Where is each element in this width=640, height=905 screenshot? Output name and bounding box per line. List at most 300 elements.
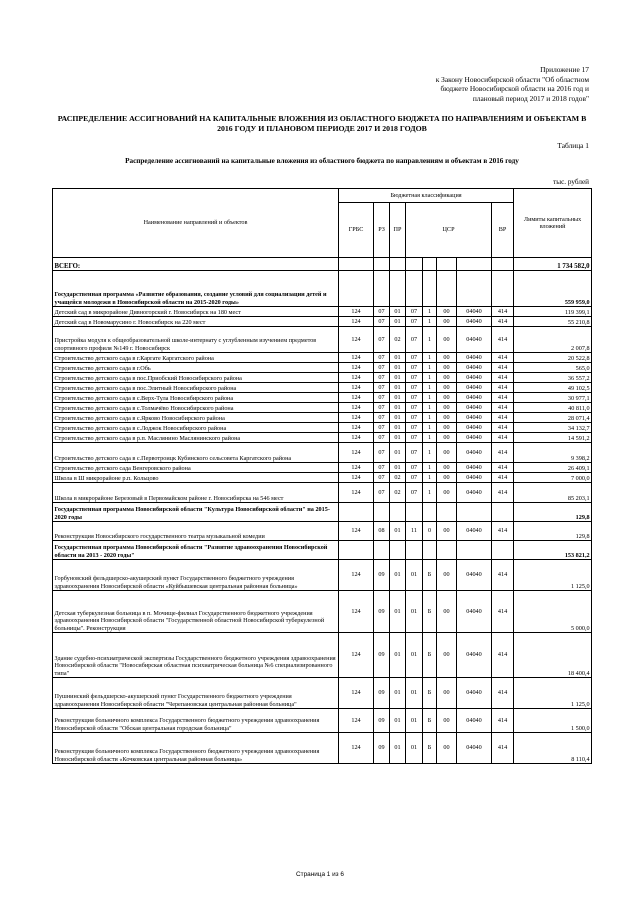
row-name: Здание судебно-психиатрической экспертизы Государственного бюджетного учреждения здравоохранения Новосибирской области "Новосибирская областная психиатрическая больница №6 специализированного типа" (53, 633, 339, 678)
code-vr: 414 (492, 473, 514, 483)
code-c2: 1 (423, 353, 437, 363)
row-amount: 30 977,1 (514, 393, 592, 403)
table-row (53, 483, 592, 503)
code-c4: 04040 (457, 373, 492, 383)
row-name: Школа в Ш микрорайоне р.п. Кольцово (53, 473, 339, 483)
code-c1: 01 (406, 678, 423, 709)
row-amount: 2 007,8 (514, 327, 592, 353)
header-csr: ЦСР (406, 203, 492, 258)
code-rz (374, 258, 390, 271)
code-c4: 04040 (457, 522, 492, 541)
code-c1: 01 (406, 733, 423, 764)
row-amount: 565,0 (514, 363, 592, 373)
code-rz: 07 (374, 327, 390, 353)
code-pr: 01 (390, 403, 406, 413)
code-vr: 414 (492, 560, 514, 591)
row-amount: 8 110,4 (514, 733, 592, 764)
code-rz: 07 (374, 363, 390, 373)
code-c3: 00 (437, 353, 457, 363)
units-label: тыс. рублей (553, 178, 589, 186)
code-grbs: 124 (339, 591, 374, 633)
code-c2: Б (423, 633, 437, 678)
code-c2: 1 (423, 383, 437, 393)
code-c2: 1 (423, 413, 437, 423)
table-row (53, 633, 592, 678)
code-c1 (406, 541, 423, 560)
code-vr: 414 (492, 373, 514, 383)
header-name: Наименование направлений и объектов (53, 189, 339, 258)
code-c2: Б (423, 560, 437, 591)
code-vr: 414 (492, 463, 514, 473)
table-row (53, 433, 592, 443)
code-pr: 02 (390, 483, 406, 503)
code-vr: 414 (492, 413, 514, 423)
code-c1: 07 (406, 327, 423, 353)
code-c3: 00 (437, 463, 457, 473)
code-grbs: 124 (339, 353, 374, 363)
code-vr: 414 (492, 443, 514, 463)
code-c4: 04040 (457, 393, 492, 403)
row-amount: 26 409,1 (514, 463, 592, 473)
code-vr: 414 (492, 393, 514, 403)
code-pr: 01 (390, 678, 406, 709)
code-vr (492, 258, 514, 271)
row-amount: 40 811,0 (514, 403, 592, 413)
table-number: Таблица 1 (557, 141, 589, 150)
code-pr: 01 (390, 373, 406, 383)
code-c4: 04040 (457, 709, 492, 733)
code-pr: 01 (390, 463, 406, 473)
table-row (53, 413, 592, 423)
code-pr: 01 (390, 353, 406, 363)
header-vr: ВР (492, 203, 514, 258)
code-c4: 04040 (457, 327, 492, 353)
row-name: Строительство детского сада в г.Каргате Каргатского района (53, 353, 339, 363)
code-pr (390, 258, 406, 271)
code-grbs: 124 (339, 560, 374, 591)
code-c3: 00 (437, 423, 457, 433)
table-row (53, 423, 592, 433)
table-subtitle: Распределение ассигнований на капитальные вложения из областного бюджета по направлениям и объектам в 2016 году (125, 157, 519, 165)
code-grbs: 124 (339, 709, 374, 733)
code-grbs: 124 (339, 363, 374, 373)
code-grbs: 124 (339, 373, 374, 383)
code-c4: 04040 (457, 633, 492, 678)
code-grbs: 124 (339, 327, 374, 353)
code-c2: 1 (423, 483, 437, 503)
row-name: Детский сад в Новомарусино г. Новосибирск на 220 мест (53, 317, 339, 327)
program-row (53, 541, 592, 560)
table-row (53, 317, 592, 327)
row-amount: 1 125,0 (514, 560, 592, 591)
code-c1: 07 (406, 383, 423, 393)
code-rz: 09 (374, 733, 390, 764)
code-pr: 01 (390, 443, 406, 463)
code-c3: 00 (437, 317, 457, 327)
code-vr: 414 (492, 327, 514, 353)
code-pr: 01 (390, 363, 406, 373)
code-c1: 01 (406, 709, 423, 733)
code-c2 (423, 271, 437, 307)
code-grbs: 124 (339, 443, 374, 463)
code-c3: 00 (437, 483, 457, 503)
table-row (53, 403, 592, 413)
code-pr: 02 (390, 473, 406, 483)
table-row (53, 463, 592, 473)
table-row (53, 383, 592, 393)
row-name: Государственная программа Новосибирской области "Культура Новосибирской области" на 2015-2020 годы (53, 503, 339, 522)
code-pr: 01 (390, 591, 406, 633)
row-name: ВСЕГО: (53, 258, 339, 271)
code-c3: 00 (437, 373, 457, 383)
code-c1: 07 (406, 307, 423, 317)
table-row (53, 522, 592, 541)
code-grbs: 124 (339, 633, 374, 678)
code-c4: 04040 (457, 473, 492, 483)
code-c2: Б (423, 591, 437, 633)
code-vr: 414 (492, 433, 514, 443)
code-c2: 1 (423, 463, 437, 473)
code-vr (492, 503, 514, 522)
code-c3: 00 (437, 633, 457, 678)
code-rz (374, 541, 390, 560)
code-c3: 00 (437, 393, 457, 403)
code-vr: 414 (492, 363, 514, 373)
code-rz: 07 (374, 383, 390, 393)
code-c1: 07 (406, 403, 423, 413)
code-c3 (437, 503, 457, 522)
code-grbs: 124 (339, 403, 374, 413)
code-c2 (423, 541, 437, 560)
row-amount: 129,8 (514, 522, 592, 541)
row-amount: 129,8 (514, 503, 592, 522)
code-c1: 01 (406, 591, 423, 633)
program-row (53, 503, 592, 522)
code-pr: 01 (390, 522, 406, 541)
code-pr (390, 503, 406, 522)
header-limits: Лимиты капитальных вложений (514, 189, 592, 258)
code-c1: 07 (406, 463, 423, 473)
code-pr: 01 (390, 733, 406, 764)
code-vr: 414 (492, 423, 514, 433)
code-c4: 04040 (457, 363, 492, 373)
row-amount: 55 210,8 (514, 317, 592, 327)
code-rz: 07 (374, 317, 390, 327)
code-vr: 414 (492, 307, 514, 317)
code-vr: 414 (492, 383, 514, 393)
code-c2: 1 (423, 393, 437, 403)
appendix-line: к Закону Новосибирской области "Об областном (435, 74, 589, 84)
row-amount: 36 557,2 (514, 373, 592, 383)
page-footer: Страница 1 из 6 (296, 871, 344, 878)
code-c1: 07 (406, 353, 423, 363)
code-rz: 09 (374, 709, 390, 733)
code-vr: 414 (492, 317, 514, 327)
code-vr: 414 (492, 733, 514, 764)
code-c1: 01 (406, 633, 423, 678)
table-row (53, 393, 592, 403)
code-rz: 07 (374, 443, 390, 463)
code-pr: 01 (390, 393, 406, 403)
code-c1: 07 (406, 443, 423, 463)
code-c3: 00 (437, 443, 457, 463)
row-amount: 18 400,4 (514, 633, 592, 678)
row-amount: 5 000,0 (514, 591, 592, 633)
code-c4: 04040 (457, 463, 492, 473)
code-rz: 07 (374, 433, 390, 443)
code-c2: 1 (423, 373, 437, 383)
code-c2: 1 (423, 317, 437, 327)
code-rz: 07 (374, 413, 390, 423)
row-name: Строительство детского сада в пос.Элитный Новосибирского района (53, 383, 339, 393)
code-pr (390, 541, 406, 560)
row-name: Горбуновский фельдшерско-акушерский пункт Государственного бюджетного учреждения здравоохранения Новосибирской области «Куйбышевская центральная районная больница» (53, 560, 339, 591)
table-row (53, 307, 592, 317)
row-name: Строительство детского сада в с.Верх-Тула Новосибирского района (53, 393, 339, 403)
code-c3: 00 (437, 560, 457, 591)
code-c2: 1 (423, 307, 437, 317)
row-amount: 85 203,1 (514, 483, 592, 503)
code-c1: 07 (406, 393, 423, 403)
row-name: Реконструкция больничного комплекса Государственного бюджетного учреждения здравоохранения Новосибирской области "Обская центральная городская больница" (53, 709, 339, 733)
row-name: Школа в микрорайоне Березовый в Первомайском районе г. Новосибирска на 546 мест (53, 483, 339, 503)
code-c4: 04040 (457, 307, 492, 317)
code-grbs: 124 (339, 413, 374, 423)
code-c3: 00 (437, 433, 457, 443)
code-c1: 07 (406, 373, 423, 383)
row-amount: 49 102,5 (514, 383, 592, 393)
code-pr: 01 (390, 560, 406, 591)
code-rz: 09 (374, 560, 390, 591)
code-c4 (457, 541, 492, 560)
code-rz (374, 271, 390, 307)
row-name: Строительство детского сада в с.Первотроицк Кубинского сельсовета Каргатского района (53, 443, 339, 463)
code-rz (374, 503, 390, 522)
allocation-table (52, 188, 592, 764)
code-c4: 04040 (457, 383, 492, 393)
code-c3: 00 (437, 383, 457, 393)
code-c2: Б (423, 709, 437, 733)
code-vr: 414 (492, 678, 514, 709)
code-vr: 414 (492, 522, 514, 541)
table-row (53, 353, 592, 363)
code-c3: 00 (437, 403, 457, 413)
appendix-line: Приложение 17 (540, 65, 589, 74)
code-c2: Б (423, 678, 437, 709)
code-c2: 1 (423, 473, 437, 483)
row-name: Строительство детского сада Венгеровского района (53, 463, 339, 473)
row-amount: 20 522,8 (514, 353, 592, 363)
table-row (53, 591, 592, 633)
code-rz: 09 (374, 678, 390, 709)
code-vr: 414 (492, 403, 514, 413)
code-pr: 01 (390, 413, 406, 423)
code-c3: 00 (437, 363, 457, 373)
code-c1 (406, 271, 423, 307)
row-amount: 34 132,7 (514, 423, 592, 433)
code-c1: 07 (406, 413, 423, 423)
code-grbs: 124 (339, 393, 374, 403)
code-grbs: 124 (339, 433, 374, 443)
program-row (53, 271, 592, 307)
code-grbs: 124 (339, 733, 374, 764)
code-rz: 07 (374, 307, 390, 317)
code-pr: 01 (390, 383, 406, 393)
code-c3: 00 (437, 473, 457, 483)
code-c2: 1 (423, 443, 437, 463)
code-c3: 00 (437, 678, 457, 709)
row-name: Строительство детского сада в пос.Приобский Новосибирского района (53, 373, 339, 383)
code-pr: 01 (390, 709, 406, 733)
row-amount: 1 125,0 (514, 678, 592, 709)
code-rz: 08 (374, 522, 390, 541)
code-c3: 00 (437, 413, 457, 423)
code-grbs (339, 541, 374, 560)
code-rz: 07 (374, 463, 390, 473)
code-c2: 1 (423, 433, 437, 443)
code-vr: 414 (492, 709, 514, 733)
code-grbs: 124 (339, 522, 374, 541)
row-amount: 9 398,2 (514, 443, 592, 463)
table-row (53, 560, 592, 591)
header-budget-classification: Бюджетная классификация (339, 189, 514, 203)
code-grbs: 124 (339, 463, 374, 473)
code-c4: 04040 (457, 413, 492, 423)
code-c4 (457, 258, 492, 271)
code-c1: 01 (406, 560, 423, 591)
row-name: Строительство детского сада в с.Лоджок Новосибирского района (53, 423, 339, 433)
code-pr: 01 (390, 423, 406, 433)
appendix-note (369, 65, 589, 103)
row-name: Государственная программа Новосибирской области "Развитие здравоохранения Новосибирской области на 2013 - 2020 годы" (53, 541, 339, 560)
table-row (53, 473, 592, 483)
code-pr: 01 (390, 633, 406, 678)
code-c4: 04040 (457, 591, 492, 633)
code-c4: 04040 (457, 483, 492, 503)
code-c4 (457, 271, 492, 307)
code-c4: 04040 (457, 733, 492, 764)
code-c3 (437, 258, 457, 271)
code-c4: 04040 (457, 403, 492, 413)
table-body (53, 258, 592, 764)
code-rz: 09 (374, 633, 390, 678)
appendix-line: плановый период 2017 и 2018 годов" (472, 93, 589, 103)
row-name: Реконструкция Новосибирского государственного театра музыкальной комедии (53, 522, 339, 541)
row-name: Детская туберкулезная больница в п. Мочище-филиал Государственного бюджетного учреждения здравоохранения Новосибирской области "Государственной областной Новосибирской туберкулезной больницы". Реконструкция (53, 591, 339, 633)
code-vr: 414 (492, 353, 514, 363)
code-rz: 07 (374, 373, 390, 383)
code-c4: 04040 (457, 423, 492, 433)
code-c3 (437, 541, 457, 560)
code-c1: 11 (406, 522, 423, 541)
code-c2 (423, 258, 437, 271)
code-c2: 1 (423, 403, 437, 413)
code-rz: 07 (374, 473, 390, 483)
code-c1: 07 (406, 317, 423, 327)
code-grbs (339, 258, 374, 271)
row-name: Пристройка модуля к общеобразовательной школе-интернату с углубленным изучением предметов спортивного профиля №149 г. Новосибирск (53, 327, 339, 353)
code-c2: 1 (423, 327, 437, 353)
code-grbs: 124 (339, 307, 374, 317)
code-grbs: 124 (339, 423, 374, 433)
row-amount: 119 399,1 (514, 307, 592, 317)
code-pr: 02 (390, 327, 406, 353)
code-c3: 00 (437, 733, 457, 764)
code-grbs (339, 503, 374, 522)
row-amount: 28 071,4 (514, 413, 592, 423)
table-row (53, 709, 592, 733)
row-name: Детский сад в микрорайоне Дивногорский г. Новосибирск на 180 мест (53, 307, 339, 317)
code-c2 (423, 503, 437, 522)
code-vr: 414 (492, 591, 514, 633)
code-rz: 07 (374, 403, 390, 413)
code-c4: 04040 (457, 353, 492, 363)
code-vr: 414 (492, 483, 514, 503)
code-c2: 1 (423, 423, 437, 433)
code-rz: 07 (374, 353, 390, 363)
table-row (53, 363, 592, 373)
code-c4: 04040 (457, 560, 492, 591)
code-pr: 01 (390, 433, 406, 443)
total-row (53, 258, 592, 271)
code-c1: 07 (406, 433, 423, 443)
row-amount: 1 734 582,0 (514, 258, 592, 271)
code-c2: 0 (423, 522, 437, 541)
code-rz: 07 (374, 423, 390, 433)
code-grbs (339, 271, 374, 307)
row-amount: 7 000,0 (514, 473, 592, 483)
code-c2: Б (423, 733, 437, 764)
code-c3: 00 (437, 522, 457, 541)
code-c1 (406, 258, 423, 271)
table-row (53, 327, 592, 353)
code-vr (492, 271, 514, 307)
code-c4: 04040 (457, 433, 492, 443)
table-row (53, 373, 592, 383)
code-rz: 07 (374, 393, 390, 403)
code-vr (492, 541, 514, 560)
code-c3: 00 (437, 591, 457, 633)
table-row (53, 678, 592, 709)
document-title: РАСПРЕДЕЛЕНИЕ АССИГНОВАНИЙ НА КАПИТАЛЬНЫЕ ВЛОЖЕНИЯ ИЗ ОБЛАСТНОГО БЮДЖЕТА ПО НАПРАВЛЕНИЯМ И ОБЪЕКТАМ В 2016 ГОДУ И ПЛАНОВОМ ПЕРИОДЕ 2017 И 2018 ГОДОВ (57, 114, 587, 133)
header-rz: РЗ (374, 203, 390, 258)
code-grbs: 124 (339, 678, 374, 709)
code-vr: 414 (492, 633, 514, 678)
row-name: Строительство детского сада в р.п. Маслянино Маслянинского района (53, 433, 339, 443)
code-c1: 07 (406, 363, 423, 373)
code-c1 (406, 503, 423, 522)
code-c4 (457, 503, 492, 522)
row-name: Пушнинский фельдшерско-акушерский пункт Государственного бюджетного учреждения здравоохранения Новосибирской области "Черепановская центральная районная больница" (53, 678, 339, 709)
code-c3: 00 (437, 327, 457, 353)
code-c2: 1 (423, 363, 437, 373)
code-grbs: 124 (339, 383, 374, 393)
code-rz: 07 (374, 483, 390, 503)
table-row (53, 733, 592, 764)
row-amount: 153 821,2 (514, 541, 592, 560)
code-c4: 04040 (457, 678, 492, 709)
code-pr: 01 (390, 307, 406, 317)
code-grbs: 124 (339, 473, 374, 483)
header-pr: ПР (390, 203, 406, 258)
code-c3: 00 (437, 709, 457, 733)
code-c3 (437, 271, 457, 307)
code-c4: 04040 (457, 443, 492, 463)
code-rz: 09 (374, 591, 390, 633)
code-c4: 04040 (457, 317, 492, 327)
code-c1: 07 (406, 473, 423, 483)
row-name: Строительство детского сада в с.Ярково Новосибирского района (53, 413, 339, 423)
